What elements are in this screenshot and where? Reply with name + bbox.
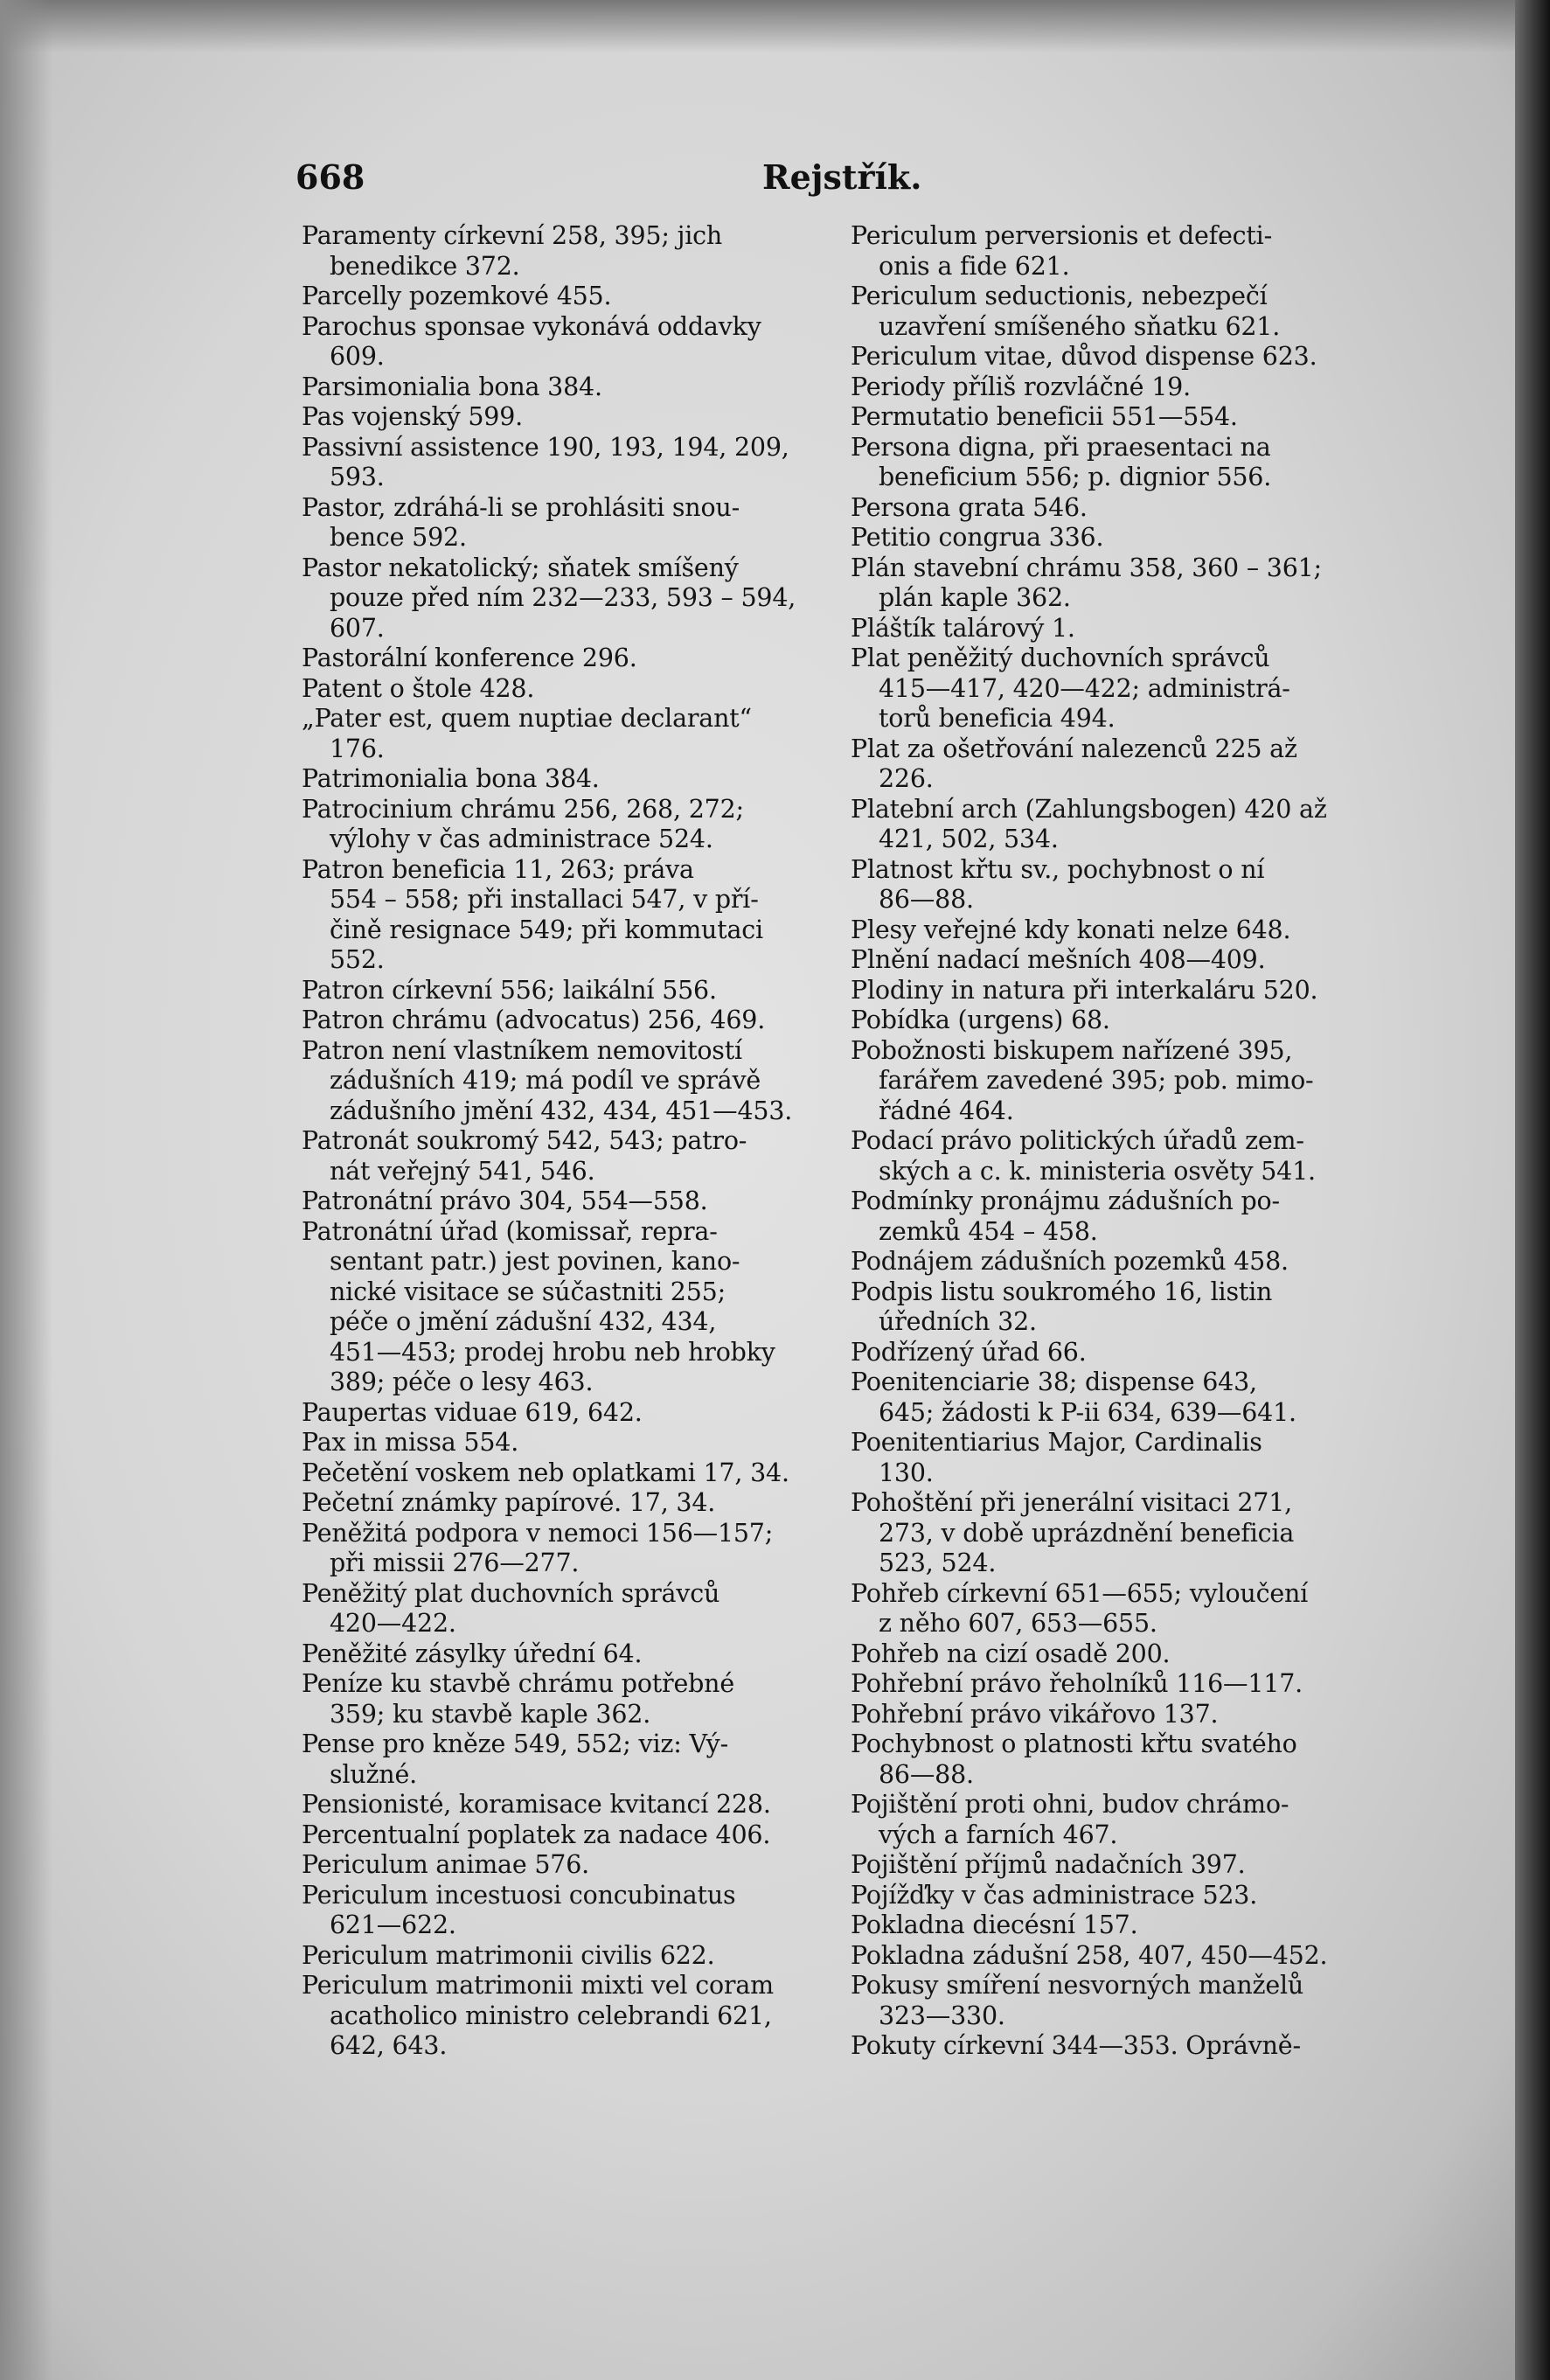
index-entry: Patron církevní 556; laikální 556. bbox=[302, 975, 717, 1005]
index-entry: Passivní assistence 190, 193, 194, 209, bbox=[302, 432, 789, 462]
index-entry: Peníze ku stavbě chrámu potřebné bbox=[302, 1669, 734, 1698]
index-entry: Pokusy smíření nesvorných manželů bbox=[851, 1971, 1304, 2000]
index-entry-continuation: zádušních 419; má podíl ve správě bbox=[330, 1066, 761, 1095]
index-entry: Periculum vitae, důvod dispense 623. bbox=[851, 342, 1317, 371]
index-entry: Pastor, zdráhá-li se prohlásiti snou- bbox=[302, 492, 740, 522]
index-entry: Plán stavební chrámu 358, 360 – 361; bbox=[851, 553, 1322, 582]
index-entry: Paramenty církevní 258, 395; jich bbox=[302, 221, 723, 250]
index-entry-continuation: řádné 464. bbox=[879, 1096, 1014, 1125]
index-entry-continuation: acatholico ministro celebrandi 621, bbox=[330, 2001, 772, 2030]
index-entry: Pense pro kněze 549, 552; viz: Vý- bbox=[302, 1729, 729, 1758]
index-entry: Pojištění proti ohni, budov chrámo- bbox=[851, 1790, 1289, 1819]
index-entry: Podpis listu soukromého 16, listin bbox=[851, 1277, 1273, 1306]
index-entry: Plesy veřejné kdy konati nelze 648. bbox=[851, 915, 1291, 944]
index-entry: Pojištění příjmů nadačních 397. bbox=[851, 1850, 1246, 1879]
index-entry-continuation: 359; ku stavbě kaple 362. bbox=[330, 1699, 651, 1729]
index-entry-continuation: 389; péče o lesy 463. bbox=[330, 1367, 594, 1396]
index-entry-continuation: čině resignace 549; při kommutaci bbox=[330, 915, 763, 944]
index-entry-continuation: 86—88. bbox=[879, 1759, 974, 1789]
index-entry: Parochus sponsae vykonává oddavky bbox=[302, 311, 761, 341]
index-entry-continuation: onis a fide 621. bbox=[879, 251, 1070, 281]
index-entry: Pobožnosti biskupem nařízené 395, bbox=[851, 1035, 1293, 1065]
index-entry: Pastor nekatolický; sňatek smíšený bbox=[302, 553, 739, 582]
index-entry: Parsimonialia bona 384. bbox=[302, 372, 602, 401]
index-entry: Patronát soukromý 542, 543; patro- bbox=[302, 1126, 747, 1155]
index-column-left bbox=[302, 221, 813, 2062]
index-entry-continuation: z něho 607, 653—655. bbox=[879, 1609, 1157, 1638]
index-entry-continuation: torů beneficia 494. bbox=[879, 704, 1116, 733]
index-entry-continuation: bence 592. bbox=[330, 523, 467, 552]
scan-shadow-right bbox=[1515, 0, 1550, 2380]
index-entry: Plat za ošetřování nalezenců 225 až bbox=[851, 734, 1297, 763]
index-entry: Patent o štole 428. bbox=[302, 673, 535, 703]
index-entry-continuation: při missii 276—277. bbox=[330, 1548, 580, 1577]
index-entry: Periculum seductionis, nebezpečí bbox=[851, 282, 1268, 310]
index-entry: Pohřební právo řeholníků 116—117. bbox=[851, 1669, 1303, 1698]
index-entry-continuation: 130. bbox=[879, 1458, 934, 1487]
index-entry-continuation: beneficium 556; p. dignior 556. bbox=[879, 463, 1272, 491]
index-entry: Patronátní právo 304, 554—558. bbox=[302, 1187, 708, 1215]
index-entry-continuation: 86—88. bbox=[879, 885, 974, 914]
index-entry: Pax in missa 554. bbox=[302, 1428, 519, 1457]
index-entry: Periculum matrimonii mixti vel coram bbox=[302, 1971, 774, 2000]
scan-shadow-left bbox=[0, 0, 52, 2380]
index-entry: Platnost křtu sv., pochybnost o ní bbox=[851, 854, 1265, 884]
index-entry-continuation: benedikce 372. bbox=[330, 251, 520, 281]
index-entry: Periculum perversionis et defecti- bbox=[851, 221, 1273, 250]
index-entry-continuation: ských a c. k. ministeria osvěty 541. bbox=[879, 1156, 1316, 1186]
index-entry: Pláštík talárový 1. bbox=[851, 613, 1075, 643]
index-entry-continuation: 323—330. bbox=[879, 2001, 1005, 2030]
index-entry-continuation: vých a farních 467. bbox=[879, 1820, 1118, 1849]
page-number: 668 bbox=[295, 157, 365, 197]
index-entry: Podnájem zádušních pozemků 458. bbox=[851, 1247, 1289, 1276]
index-entry-continuation: služné. bbox=[330, 1759, 417, 1789]
index-entry: Patron chrámu (advocatus) 256, 469. bbox=[302, 1006, 766, 1034]
index-entry: Podmínky pronájmu zádušních po- bbox=[851, 1187, 1280, 1215]
running-head: Rejstřík. bbox=[762, 157, 922, 197]
index-entry-continuation: uzavření smíšeného sňatku 621. bbox=[879, 311, 1281, 341]
index-entry-continuation: zemků 454 – 458. bbox=[879, 1216, 1098, 1246]
index-entry: Pobídka (urgens) 68. bbox=[851, 1006, 1110, 1034]
index-entry-continuation: péče o jmění zádušní 432, 434, bbox=[330, 1307, 717, 1336]
index-entry: Patrimonialia bona 384. bbox=[302, 764, 600, 793]
index-entry-continuation: úředních 32. bbox=[879, 1307, 1037, 1336]
index-entry-continuation: 226. bbox=[879, 764, 934, 793]
index-entry: Poenitentiarius Major, Cardinalis bbox=[851, 1428, 1262, 1457]
index-entry-continuation: zádušního jmění 432, 434, 451—453. bbox=[330, 1096, 793, 1125]
index-entry: Parcelly pozemkové 455. bbox=[302, 282, 612, 310]
index-entry: Permutatio beneficii 551—554. bbox=[851, 402, 1238, 431]
index-entry: Percentualní poplatek za nadace 406. bbox=[302, 1820, 771, 1849]
index-entry-continuation: 607. bbox=[330, 613, 385, 643]
index-entry-continuation: 554 – 558; při installaci 547, v pří- bbox=[330, 885, 759, 914]
index-entry: Pečetění voskem neb oplatkami 17, 34. bbox=[302, 1458, 789, 1487]
index-entry-continuation: 451—453; prodej hrobu neb hrobky bbox=[330, 1337, 775, 1367]
index-entry: Pochybnost o platnosti křtu svatého bbox=[851, 1729, 1297, 1758]
index-entry-continuation: 421, 502, 534. bbox=[879, 825, 1059, 853]
index-entry: Patronátní úřad (komissař, repra- bbox=[302, 1216, 718, 1246]
index-entry-continuation: 273, v době uprázdnění beneficia bbox=[879, 1518, 1295, 1548]
index-entry: Peněžitý plat duchovních správců bbox=[302, 1578, 720, 1608]
index-entry-continuation: 642, 643. bbox=[330, 2031, 448, 2060]
index-entry-continuation: 593. bbox=[330, 463, 385, 491]
index-entry: Patron není vlastníkem nemovitostí bbox=[302, 1035, 742, 1065]
index-entry: Periody příliš rozvláčné 19. bbox=[851, 372, 1191, 401]
index-entry: Paupertas viduae 619, 642. bbox=[302, 1397, 643, 1427]
index-entry-continuation: nické visitace se súčastniti 255; bbox=[330, 1277, 726, 1306]
index-entry: Pohřební právo vikářovo 137. bbox=[851, 1699, 1219, 1729]
index-entry-continuation: 552. bbox=[330, 945, 385, 974]
index-entry: Pohoštění při jenerální visitaci 271, bbox=[851, 1488, 1292, 1517]
index-entry: Podací právo politických úřadů zem- bbox=[851, 1126, 1304, 1155]
index-entry-continuation: výlohy v čas administrace 524. bbox=[330, 825, 713, 853]
index-entry: Persona grata 546. bbox=[851, 492, 1088, 522]
index-entry: Pohřeb církevní 651—655; vyloučení bbox=[851, 1578, 1309, 1608]
index-entry: Plnění nadací mešních 408—409. bbox=[851, 945, 1266, 974]
index-entry-continuation: pouze před ním 232—233, 593 – 594, bbox=[330, 583, 796, 612]
index-entry-continuation: 420—422. bbox=[330, 1609, 456, 1638]
scan-shadow-top bbox=[0, 0, 1550, 52]
index-entry: Periculum animae 576. bbox=[302, 1850, 590, 1879]
index-entry: Patron beneficia 11, 263; práva bbox=[302, 854, 694, 884]
index-entry: Pas vojenský 599. bbox=[302, 402, 524, 431]
index-entry-continuation: 645; žádosti k P-ii 634, 639—641. bbox=[879, 1397, 1296, 1427]
index-column-right bbox=[851, 221, 1358, 2062]
index-entry: Peněžitá podpora v nemoci 156—157; bbox=[302, 1518, 774, 1548]
index-entry: Pečetní známky papírové. 17, 34. bbox=[302, 1488, 716, 1517]
index-entry-continuation: 609. bbox=[330, 342, 385, 371]
index-entry: Podřízený úřad 66. bbox=[851, 1337, 1087, 1367]
index-entry-continuation: 415—417, 420—422; administrá- bbox=[879, 673, 1290, 703]
index-entry: Pensionisté, koramisace kvitancí 228. bbox=[302, 1790, 771, 1819]
index-entry: Poenitenciarie 38; dispense 643, bbox=[851, 1367, 1257, 1396]
index-entry: Plodiny in natura při interkaláru 520. bbox=[851, 975, 1318, 1005]
index-entry: Periculum matrimonii civilis 622. bbox=[302, 1940, 715, 1970]
index-entry: Platební arch (Zahlungsbogen) 420 až bbox=[851, 794, 1327, 824]
index-entry-continuation: 176. bbox=[330, 734, 385, 763]
index-entry: Patrocinium chrámu 256, 268, 272; bbox=[302, 794, 744, 824]
index-entry: Persona digna, při praesentaci na bbox=[851, 432, 1271, 462]
index-entry-continuation: farářem zavedené 395; pob. mimo- bbox=[879, 1066, 1314, 1095]
index-entry: „Pater est, quem nuptiae declarant“ bbox=[302, 704, 752, 733]
index-entry-continuation: sentant patr.) jest povinen, kano- bbox=[330, 1247, 740, 1276]
index-entry: Peněžité zásylky úřední 64. bbox=[302, 1639, 643, 1668]
index-entry-continuation: 621—622. bbox=[330, 1910, 456, 1939]
index-entry: Pojížďky v čas administrace 523. bbox=[851, 1880, 1258, 1910]
index-entry-continuation: nát veřejný 541, 546. bbox=[330, 1156, 595, 1186]
index-entry: Periculum incestuosi concubinatus bbox=[302, 1880, 736, 1910]
index-entry: Plat peněžitý duchovních správců bbox=[851, 644, 1270, 672]
index-entry: Pastorální konference 296. bbox=[302, 644, 637, 672]
index-entry-continuation: plán kaple 362. bbox=[879, 583, 1071, 612]
index-entry: Pokuty církevní 344—353. Oprávně- bbox=[851, 2031, 1301, 2060]
index-entry: Pohřeb na cizí osadě 200. bbox=[851, 1639, 1171, 1668]
index-entry: Petitio congrua 336. bbox=[851, 523, 1104, 552]
index-entry: Pokladna diecésní 157. bbox=[851, 1910, 1138, 1939]
index-entry: Pokladna zádušní 258, 407, 450—452. bbox=[851, 1940, 1328, 1970]
index-entry-continuation: 523, 524. bbox=[879, 1548, 997, 1577]
